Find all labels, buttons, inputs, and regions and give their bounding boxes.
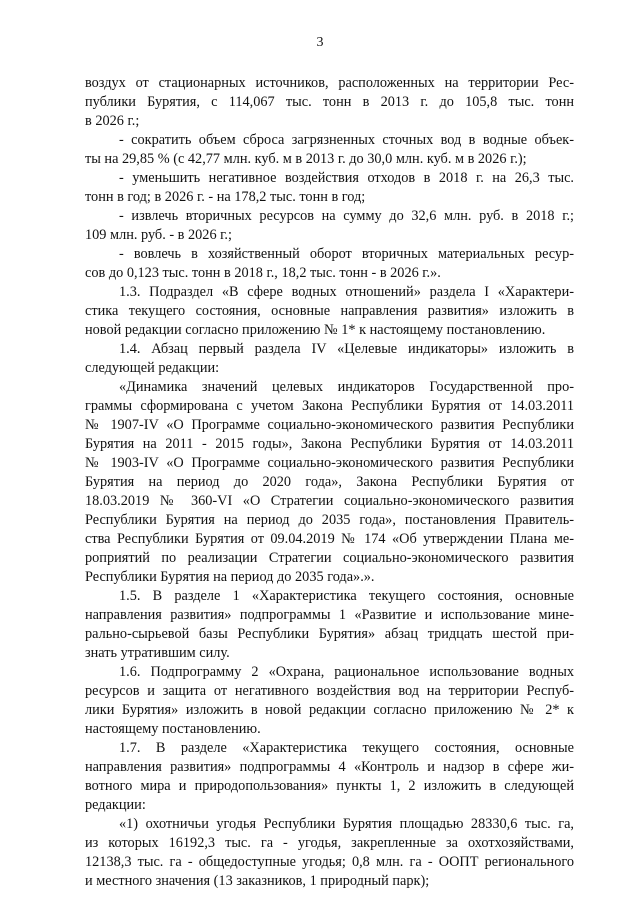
text-line: воздух от стационарных источников, расположенных на территории Рес- <box>85 75 574 91</box>
text-line: стика текущего состояния, основные направления развития» изложить в <box>85 303 574 319</box>
text-line: 1.7. В разделе «Характеристика текущего состояния, основные <box>119 740 574 756</box>
text-line: «Динамика значений целевых индикаторов Государственной про- <box>119 379 574 395</box>
text-line: 1.4. Абзац первый раздела IV «Целевые индикаторы» изложить в <box>119 341 574 357</box>
text-line: ресурсов и защита от негативного воздействия вод на территории Респуб- <box>85 683 574 699</box>
text-line: Бурятия на 2011 - 2015 годы», Закона Республики Бурятия от 14.03.2011 <box>85 436 574 452</box>
text-line: - сократить объем сброса загрязненных сточных вод в водные объек- <box>119 132 574 148</box>
text-line: - извлечь вторичных ресурсов на сумму до 32,6 млн. руб. в 2018 г.; <box>119 208 574 224</box>
text-line: 18.03.2019 № 360-VI «О Стратегии социально-экономического развития <box>85 493 574 509</box>
text-line: ства Республики Бурятия от 09.04.2019 № 174 «Об утверждении Плана ме- <box>85 531 574 547</box>
text-line: в 2026 г.; <box>85 113 140 129</box>
text-line: 1.5. В разделе 1 «Характеристика текущего состояния, основные <box>119 588 574 604</box>
text-line: новой редакции согласно приложению № 1* к настоящему постановлению. <box>85 322 546 338</box>
document-body <box>85 74 574 891</box>
page-number: 3 <box>316 35 324 50</box>
text-line: из которых 16192,3 тыс. га - угодья, закрепленные за охотхозяйствами, <box>85 835 574 851</box>
text-line: № 1907-IV «О Программе социально-экономического развития Республики <box>85 417 574 433</box>
text-line: 1.3. Подраздел «В сфере водных отношений» раздела I «Характери- <box>119 284 574 300</box>
text-line: редакции: <box>85 797 146 813</box>
text-line: ты на 29,85 % (с 42,77 млн. куб. м в 2013 г. до 30,0 млн. куб. м в 2026 г.); <box>85 151 527 167</box>
text-line: граммы сформирована с учетом Закона Республики Бурятия от 14.03.2011 <box>85 398 574 414</box>
text-line: публики Бурятия, с 114,067 тыс. тонн в 2013 г. до 105,8 тыс. тонн <box>85 94 574 110</box>
text-line: знать утратившим силу. <box>85 645 230 661</box>
text-line: «1) охотничьи угодья Республики Бурятия площадью 28330,6 тыс. га, <box>119 816 574 832</box>
text-line: сов до 0,123 тыс. тонн в 2018 г., 18,2 тыс. тонн - в 2026 г.». <box>85 265 441 281</box>
text-line: - вовлечь в хозяйственный оборот вторичных материальных ресур- <box>119 246 574 262</box>
text-line: - уменьшить негативное воздействия отходов в 2018 г. на 26,3 тыс. <box>119 170 574 186</box>
text-line: рально-сырьевой базы Республики Бурятия» абзац тридцать шестой при- <box>85 626 574 642</box>
text-line: № 1903-IV «О Программе социально-экономического развития Республики <box>85 455 574 471</box>
text-line: направления развития» подпрограммы 1 «Развитие и использование мине- <box>85 607 574 623</box>
text-line: 12138,3 тыс. га - общедоступные угодья; 0,8 млн. га - ООПТ регионального <box>85 854 574 870</box>
text-line: Бурятия на период до 2020 года», Закона Республики Бурятия от <box>85 474 574 490</box>
text-line: роприятий по реализации Стратегии социально-экономического развития <box>85 550 574 566</box>
text-line: следующей редакции: <box>85 360 220 376</box>
text-line: 1.6. Подпрограмму 2 «Охрана, рациональное использование водных <box>119 664 574 680</box>
text-line: направления развития» подпрограммы 4 «Контроль и надзор в сфере жи- <box>85 759 574 775</box>
text-line: лики Бурятия» изложить в новой редакции согласно приложению № 2* к <box>85 702 574 718</box>
text-line: 109 млн. руб. - в 2026 г.; <box>85 227 232 243</box>
text-line: и местного значения (13 заказников, 1 природный парк); <box>85 873 430 889</box>
text-line: Республики Бурятия на период до 2035 года», постановления Правитель- <box>85 512 574 528</box>
text-line: настоящему постановлению. <box>85 721 261 737</box>
text-line: тонн в год; в 2026 г. - на 178,2 тыс. тонн в год; <box>85 189 366 205</box>
text-line: вотного мира и природопользования» пункты 1, 2 изложить в следующей <box>85 778 574 794</box>
text-line: Республики Бурятия на период до 2035 года».». <box>85 569 375 585</box>
